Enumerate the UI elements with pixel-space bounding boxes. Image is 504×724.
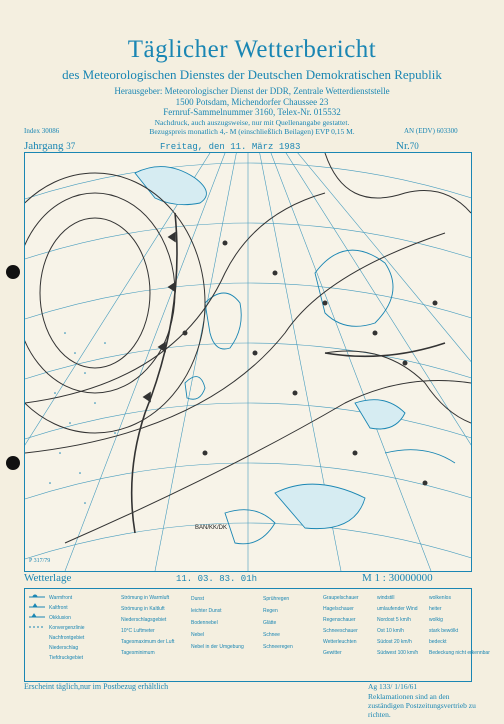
reprint-note: Nachdruck, auch auszugsweise, nur mit Quellenangabe gestattet. bbox=[154, 118, 350, 127]
legend-col-cloud: wolkenlos heiter wolkig stark bewölkt bedeckt Bedeckung nicht erkennbar bbox=[429, 595, 490, 656]
wetterlage-label: Wetterlage bbox=[24, 572, 72, 584]
legend-col-fog: Dunst leichter Dunst Bodennebel Nebel Nebel in der Umgebung bbox=[191, 596, 244, 650]
phone-line: Fernruf-Sammelnummer 3160, Telex-Nr. 015532 bbox=[163, 107, 341, 117]
publication-note: Erscheint täglich,nur im Postbezug erhältlich bbox=[24, 682, 169, 691]
map-code: P 317/79 bbox=[29, 558, 51, 564]
legend-col-precip: Sprühregen Regen Glätte Schnee Schneeregen bbox=[263, 596, 293, 650]
index-number: Index 30086 bbox=[24, 127, 60, 135]
punch-hole-bottom bbox=[6, 456, 20, 470]
legend-front-symbols bbox=[27, 593, 47, 673]
issue-date: Freitag, den 11. März 1983 bbox=[160, 142, 301, 152]
page-title: Täglicher Wetterbericht bbox=[127, 36, 377, 63]
map-stamp: BAN/KK/DK bbox=[195, 525, 228, 531]
publisher-line: Herausgeber: Meteorologischer Dienst der DDR, Zentrale Wetterdienststelle bbox=[114, 86, 390, 96]
jahrgang bbox=[24, 140, 75, 152]
legend-col-wind: windstill umlaufender Wind Nordost 5 km/h Ost 10 km/h Südost 20 km/h Südwest 100 km/h bbox=[377, 595, 419, 656]
map-scale: M 1 : 30000000 bbox=[362, 572, 433, 584]
analysis-time: 11. 03. 83. 01h bbox=[176, 574, 258, 584]
an-number: AN (EDV) 603300 bbox=[404, 127, 458, 135]
jahrgang-value: 37 bbox=[66, 141, 76, 151]
price-note: Bezugspreis monatlich 4,- M (einschließlich Beilagen) EVP 0,15 M. bbox=[149, 127, 355, 136]
complaints-note: Reklamationen sind an den zuständigen Postzeitungsvertrieb zu richten. bbox=[368, 692, 476, 719]
nr-value: 70 bbox=[409, 141, 419, 151]
address-line: 1500 Potsdam, Michendorfer Chaussee 23 bbox=[175, 97, 329, 107]
print-code: Ag 133/ 1/16/61 bbox=[368, 682, 418, 691]
page-subtitle: des Meteorologischen Dienstes der Deutschen Demokratischen Republik bbox=[62, 67, 442, 82]
jahrgang-label: Jahrgang bbox=[24, 140, 64, 152]
punch-hole-top bbox=[6, 265, 20, 279]
legend-col-showers: Graupelschauer Hagelschauer Regenschauer Schneeschauer Wetterleuchten Gewitter bbox=[323, 595, 359, 656]
legend-box bbox=[24, 588, 490, 682]
nr-label: Nr. bbox=[396, 140, 410, 152]
weather-map bbox=[24, 152, 472, 572]
issue-number bbox=[396, 140, 419, 152]
legend-col-flow: Strömung in Warmluft Strömung in Kaltluft Niederschlagsgebiet 10°C Luftmeter Tagesmaximum der Luft Tagesminimum bbox=[121, 595, 175, 656]
weather-map-svg bbox=[25, 153, 471, 571]
legend-col-fronts: Warmfront Kaltfront Okklusion Konvergenzlinie Nachfrontgebiet Niederschlag Tiefdruckgebiet bbox=[49, 595, 85, 661]
